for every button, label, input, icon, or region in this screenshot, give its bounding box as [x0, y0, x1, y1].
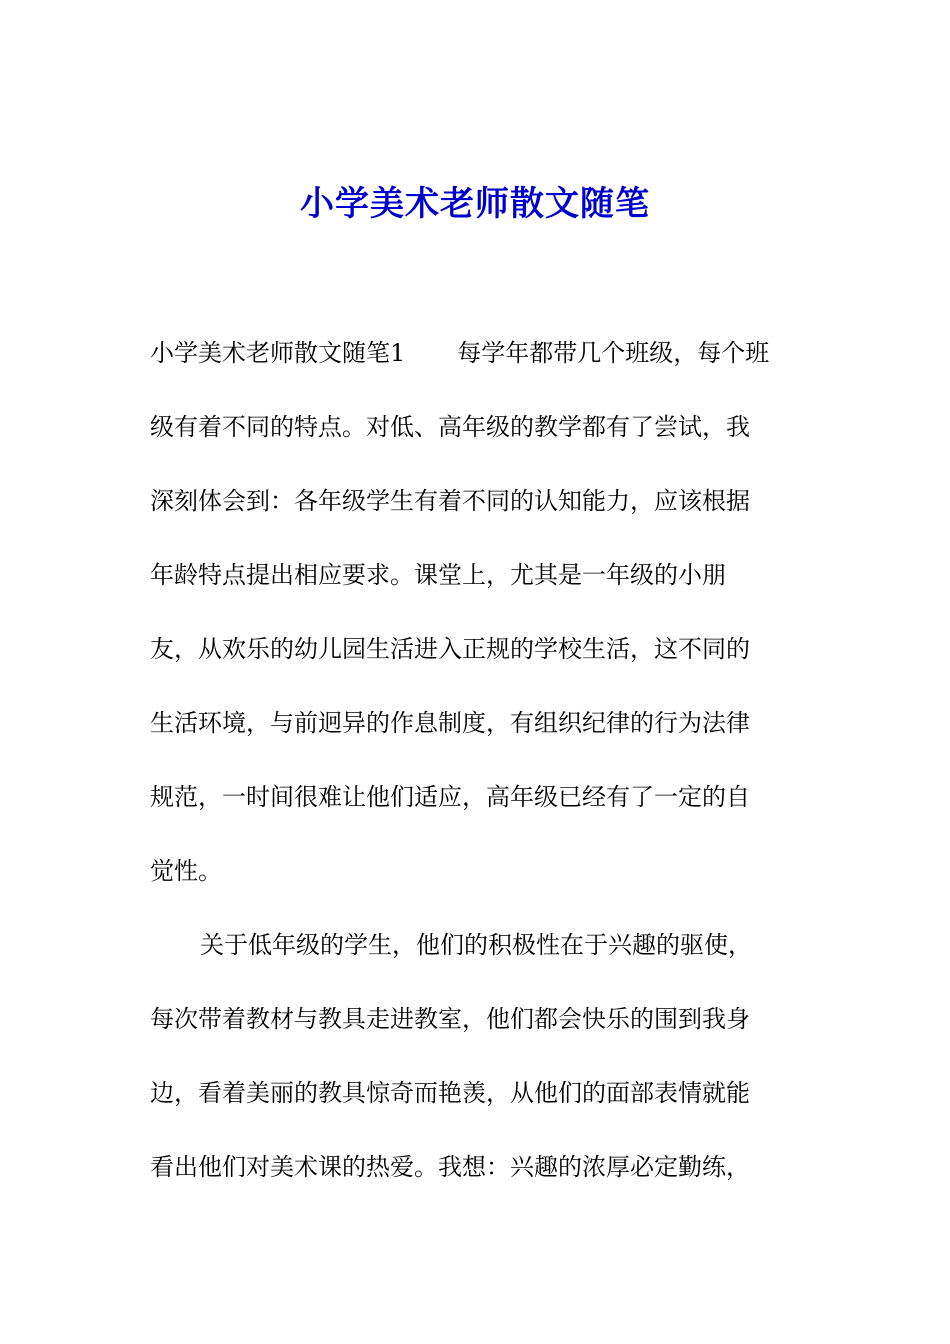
paragraph-2 — [150, 908, 810, 1204]
document-title: 小学美术老师散文随笔 — [300, 184, 650, 224]
line-text: 每学年都带几个班级，每个班 — [457, 339, 770, 367]
paragraph-line: 生活环境，与前迥异的作息制度，有组织纪律的行为法律 — [150, 709, 750, 737]
paragraph-line: 级有着不同的特点。对低、高年级的教学都有了尝试，我 — [150, 413, 750, 441]
paragraph-line: 规范，一时间很难让他们适应，高年级已经有了一定的自 — [150, 783, 750, 811]
paragraph-line: 边，看着美丽的教具惊奇而艳羡，从他们的面部表情就能 — [150, 1079, 750, 1107]
paragraph-line: 关于低年级的学生，他们的积极性在于兴趣的驱使， — [200, 931, 752, 959]
paragraph-line: 深刻体会到：各年级学生有着不同的认知能力，应该根据 — [150, 487, 750, 515]
paragraph-line: 友，从欢乐的幼儿园生活进入正规的学校生活，这不同的 — [150, 635, 750, 663]
paragraph-line: 每次带着教材与教具走进教室，他们都会快乐的围到我身 — [150, 1005, 750, 1033]
paragraph-line: 看出他们对美术课的热爱。我想：兴趣的浓厚必定勤练， — [150, 1153, 750, 1181]
section-heading: 小学美术老师散文随笔1 — [150, 339, 406, 367]
paragraph-line: 觉性。 — [150, 857, 222, 885]
paragraph-1 — [150, 316, 810, 908]
paragraph-line — [150, 316, 810, 390]
paragraph-line: 年龄特点提出相应要求。课堂上，尤其是一年级的小朋 — [150, 561, 726, 589]
